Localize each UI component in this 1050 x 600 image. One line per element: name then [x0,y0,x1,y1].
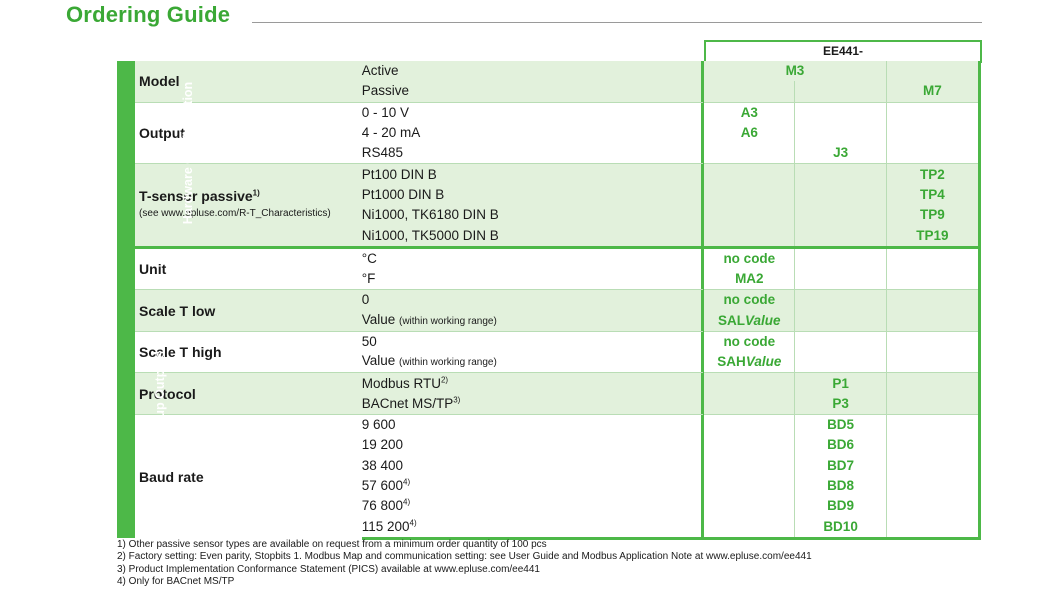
option-baud-76800: 76 800$^{4)}$ [361,497,411,514]
table-row [117,331,980,352]
table-row [117,61,980,81]
section-hardware-label: Hardware Configuration [181,82,196,225]
option-passive: Passive [362,81,703,102]
footnote-2: 2) Factory setting: Even parity, Stopbits 1. Modbus Map and communication setting: see User Guide and Modbus Application Note at www.epluse.com/ee441 [117,551,812,563]
code-bd5: BD5 [795,415,886,436]
code-empty [886,352,979,373]
param-model: Model [135,61,362,102]
code-empty [703,185,795,205]
code-empty [795,102,886,123]
footnote-3: 3) Product Implementation Conformance Statement (PICS) available at www.epluse.com/ee441 [117,563,540,575]
param-output: Output [139,125,185,142]
code-bd7: BD7 [795,456,886,476]
footnote-4: 4) Only for BACnet MS/TP [117,575,235,587]
code-tp2: TP2 [886,164,979,185]
option-ni1000-tk6180: Ni1000, TK6180 DIN B [362,205,703,225]
option-pt1000: Pt1000 DIN B [362,185,703,205]
code-empty [703,225,795,247]
option-modbus: Modbus RTU$^{2)}$ [362,373,703,394]
code-j3: J3 [795,143,886,164]
code-no-code: no code [703,331,795,352]
code-bd9: BD9 [795,496,886,516]
code-empty [886,456,979,476]
option-4-20ma: 4 - 20 mA [361,125,421,141]
code-empty [886,61,979,81]
param-scale-high: Scale T high [139,344,222,361]
option-high-50: 50 [361,334,377,349]
param-scale-low: Scale T low [135,290,362,332]
code-empty [886,290,979,311]
code-empty [886,415,979,436]
code-empty [886,143,979,164]
option-baud-115200: 115 200$^{4)}$ [362,517,703,539]
code-m3: M3 [703,61,887,81]
footnote-1: 1) Other passive sensor types are available on request from a minimum order quantity of 100 pcs [117,539,547,550]
code-empty [703,373,795,394]
code-empty [886,123,979,143]
code-p3: P3 [795,394,886,415]
code-empty [886,496,979,516]
code-empty [703,435,795,455]
param-tsensor-note: (see www.epluse.com/R-T_Characteristics) [139,208,331,220]
code-ma2: MA2 [703,269,795,290]
code-no-code: no code [703,290,795,311]
code-empty [795,81,886,102]
option-fahrenheit: °F [361,271,376,287]
code-empty [795,290,886,311]
param-protocol: Protocol [135,373,362,415]
ordering-table [117,61,981,540]
option-celsius: °C [361,250,377,266]
table-row [117,247,980,269]
code-empty [886,517,979,539]
code-empty [703,415,795,436]
code-empty [795,311,886,332]
code-empty [886,331,979,352]
code-empty [795,331,886,352]
code-empty [886,311,979,332]
code-empty [795,269,886,290]
code-empty [703,476,795,496]
param-baud-rate: Baud rate [139,468,204,485]
code-tp9: TP9 [886,205,979,225]
code-p1: P1 [795,373,886,394]
code-bd10: BD10 [795,517,886,539]
footnotes [117,539,812,588]
table-row [117,102,980,123]
product-code-header: EE441- [704,40,982,63]
code-empty [886,373,979,394]
code-empty [886,269,979,290]
code-empty [795,123,886,143]
option-rs485: RS485 [361,145,403,161]
param-tsensor [135,164,362,247]
option-bacnet: BACnet MS/TP$^{3)}$ [362,394,703,415]
code-empty [795,164,886,185]
code-tp19: TP19 [886,225,979,247]
code-m7: M7 [886,81,979,102]
page-title: Ordering Guide [66,2,231,27]
code-empty [703,456,795,476]
option-low-value: Value (within working range) [362,311,703,332]
table-row [117,290,980,311]
code-sal-value: SALValue [703,311,795,332]
code-empty [886,102,979,123]
code-empty [703,517,795,539]
code-bd8: BD8 [795,476,886,496]
code-no-code: no code [703,247,795,269]
option-active: Active [362,61,703,81]
code-empty [886,247,979,269]
table-row [117,164,980,185]
option-ni1000-tk5000: Ni1000, TK5000 DIN B [362,225,703,247]
section-setup-label: Setup Outputs [153,350,168,437]
code-empty [703,496,795,516]
code-sah-value: SAHValue [703,352,795,373]
option-baud-9600: 9 600 [361,417,396,433]
param-tsensor-label: T-sensor passive [139,188,253,205]
option-pt100: Pt100 DIN B [362,164,703,185]
code-a6: A6 [703,123,795,143]
code-empty [886,394,979,415]
code-empty [795,205,886,225]
option-low-0: 0 [362,290,703,311]
option-baud-19200: 19 200 [361,437,403,453]
code-empty [886,476,979,496]
code-a3: A3 [703,102,795,123]
table-row [117,373,980,394]
code-empty [703,394,795,415]
code-empty [703,143,795,164]
option-baud-57600: 57 600$^{4)}$ [361,477,411,494]
option-high-value: Value (within working range) [361,353,497,369]
code-empty [703,81,795,102]
code-empty [886,435,979,455]
table-row [117,415,980,436]
code-empty [703,205,795,225]
option-baud-38400: 38 400 [361,457,403,473]
code-empty [703,164,795,185]
option-0-10v: 0 - 10 V [361,104,409,120]
code-empty [795,352,886,373]
code-bd6: BD6 [795,435,886,455]
title-rule [252,22,982,23]
footnote-ref: 1) [252,188,260,198]
code-empty [795,247,886,269]
code-empty [795,185,886,205]
param-unit: Unit [139,260,167,277]
code-tp4: TP4 [886,185,979,205]
code-empty [795,225,886,247]
